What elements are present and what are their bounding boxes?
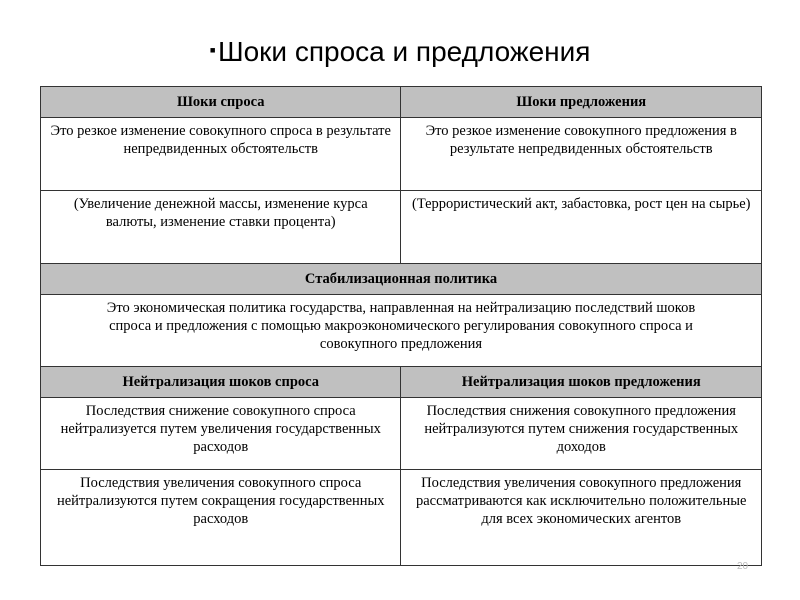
table-row <box>41 191 762 264</box>
table-cell: Последствия увеличения совокупного предложения рассматриваются как исключительно положительные для всех экономических агентов <box>401 470 762 566</box>
bullet-icon: ▪ <box>209 40 216 60</box>
shocks-table <box>40 86 762 566</box>
table-cell: Это экономическая политика государства, направленная на нейтрализацию последствий шоков спроса и предложения с помощью макроэкономического регулирования совокупного спроса и совокупного предложения <box>41 295 762 367</box>
table-cell: (Террористический акт, забастовка, рост цен на сырье) <box>401 191 762 264</box>
slide-title <box>0 36 800 68</box>
table-cell: Это резкое изменение совокупного спроса в результате непредвиденных обстоятельств <box>41 118 401 191</box>
table-header-row <box>41 264 762 295</box>
header-demand-shocks: Шоки спроса <box>41 87 401 118</box>
table-row <box>41 470 762 566</box>
header-demand-neutralization: Нейтрализация шоков спроса <box>41 367 401 398</box>
table-row <box>41 118 762 191</box>
table-cell: Последствия снижение совокупного спроса нейтрализуется путем увеличения государственных расходов <box>41 398 401 470</box>
table-cell: Последствия увеличения совокупного спроса нейтрализуются путем сокращения государственных расходов <box>41 470 401 566</box>
header-supply-shocks: Шоки предложения <box>401 87 762 118</box>
slide-title-text: Шоки спроса и предложения <box>217 36 591 67</box>
table-cell: Последствия снижения совокупного предложения нейтрализуются путем снижения государственных доходов <box>401 398 762 470</box>
table-cell: (Увеличение денежной массы, изменение курса валюты, изменение ставки процента) <box>41 191 401 264</box>
table-header-row <box>41 87 762 118</box>
table-row <box>41 295 762 367</box>
table-header-row <box>41 367 762 398</box>
table-cell: Это резкое изменение совокупного предложения в результате непредвиденных обстоятельств <box>401 118 762 191</box>
header-stabilization-policy: Стабилизационная политика <box>41 264 762 295</box>
table-row <box>41 398 762 470</box>
page-number: 20 <box>737 561 749 572</box>
header-supply-neutralization: Нейтрализация шоков предложения <box>401 367 762 398</box>
